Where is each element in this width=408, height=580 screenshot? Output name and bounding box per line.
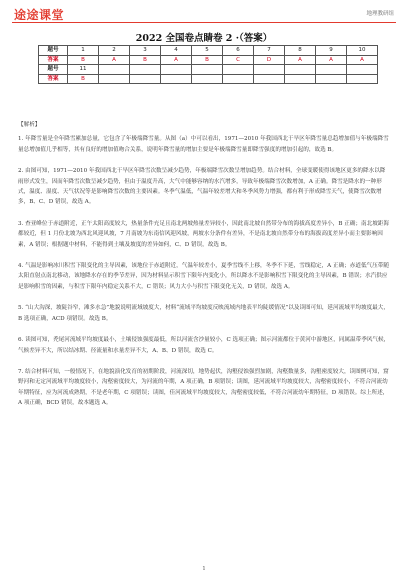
table-cell: A <box>285 55 316 65</box>
table-cell: A <box>347 55 378 65</box>
table-row <box>39 55 378 65</box>
table-cell <box>285 65 316 75</box>
table-cell <box>254 74 285 84</box>
table-cell <box>347 74 378 84</box>
table-cell <box>223 74 254 84</box>
answer-table <box>38 45 378 84</box>
answer-paragraph-7: 7. 结合材料可知，一般情况下，在地貌演化发育的初期阶段，河流深切，地势起伏，沟壑侵蚀强烈加剧，沟壑数量多，沟壑密度较大，读图例可知，窟野河和无定河流域平均坡度较小，沟壑密度较大，为河流的年期，A 项正确，B 项错误；读图，延河流域平均坡度较大，沟壑密度较小，不符合河流幼年期特征，应为河流成熟期，不是老年期，C 项错误；读图，佳河流域平均坡度较大，沟壑密度较低，不符合河流幼年期特征，D 项错误。综上所述，A 项正确，BCD 错误，故本题选 A。 <box>18 368 389 407</box>
row-label: 题号 <box>39 65 68 75</box>
answer-paragraph-6: 6. 读图可知，秃尾河流域平均坡度最小，土壤侵蚀强度最低，所以河流含沙量较小，C 选项正确；图示河流都位于黄河中游地区，同属温带季风气候，气候差异不大，所以结冰期、径流量和水量差异不大，A、B、D 错误，故选 C。 <box>18 337 390 354</box>
table-cell: 3 <box>130 46 161 56</box>
row-label: 题号 <box>39 46 68 56</box>
page-header <box>0 0 408 24</box>
table-cell: 8 <box>285 46 316 56</box>
table-cell: A <box>316 55 347 65</box>
table-cell: A <box>99 55 130 65</box>
table-cell <box>285 74 316 84</box>
table-cell: 1 <box>68 46 99 56</box>
table-cell <box>316 74 347 84</box>
table-cell: 4 <box>161 46 192 56</box>
table-cell <box>130 74 161 84</box>
table-cell: 5 <box>192 46 223 56</box>
table-cell <box>316 65 347 75</box>
table-row <box>39 65 378 75</box>
table-cell <box>99 74 130 84</box>
table-cell <box>130 65 161 75</box>
table-cell <box>223 65 254 75</box>
table-cell <box>254 65 285 75</box>
table-cell: 2 <box>99 46 130 56</box>
table-cell: 10 <box>347 46 378 56</box>
answer-paragraph-4: 4. 气温是影响冰川积雪下限变化的主导因素，该地位于赤道附近，气温年较差小，夏季雪线不上移，冬季不下延，雪线稳定，A 正确；赤道低气压带随太阳直射点南北移动，该地降水存在的季节差异，因为材料显示积雪下限年内变化小，所以降水不是影响积雪下限变化的主导因素，B 错误；水汽供应是影响积雪的因素，与积雪下限年内稳定关系不大，C 错误；风力大小与积雪下限变化无关，D 错误，故选 A。 <box>18 263 389 290</box>
table-cell <box>192 74 223 84</box>
row-label: 答案 <box>39 74 68 84</box>
answer-paragraph-5: 5. “山大沟深，坡陡谷窄，滩多水急”地貌说明流域坡度大，材料“流域平均坡度反映流域内地表平均陡缓情况”以及读图可知，延河流域平均坡度最大，B 选项正确，ACD 项错误。故选 B。 <box>18 305 389 322</box>
table-cell: 11 <box>68 65 99 75</box>
table-cell <box>99 65 130 75</box>
table-row <box>39 74 378 84</box>
answer-paragraph-1: 1. 年降雪量是全年降雪累加总量，它包含了年极端降雪量。从图（a）中可以看出，1971—2010 年我国西北干旱区年降雪量总趋增加值与年极端降雪量总增加值几乎相等，其有良好的增加值吻合关系，说明年降雪量的增加主要是年极端降雪量即降雪强度的增加引起的，故选 B。 <box>18 136 389 153</box>
table-cell <box>347 65 378 75</box>
header-department: 地理教研组 <box>366 11 394 17</box>
brand-logo: 途途课堂 <box>14 8 65 22</box>
analysis-content <box>18 120 390 420</box>
table-cell: B <box>68 55 99 65</box>
row-label: 答案 <box>39 55 68 65</box>
table-cell <box>192 65 223 75</box>
table-cell: B <box>192 55 223 65</box>
answer-paragraph-2: 2. 由图可知，1971—2010 年我国西北干旱区年降雪次数呈减少趋势，年极端降雪次数呈增加趋势。结合材料，全球变暖使得该地区更多的降水以降雨形式发生，因而年降雪次数呈减少趋势，但由于温度升高，大气中能够容纳的水汽增多，导致年极端降雪次数增加，A 正确。降雪是降水的一种形式，温度、湿度、天气状况等是影响降雪次数的主要因素。冬季气温低，气温年较差增大和冬季风势力增强，都有利于形成降雪天气，使降雪次数增多，B、C、D 错误，故选 A。 <box>18 168 386 206</box>
table-cell: C <box>223 55 254 65</box>
table-row <box>39 46 378 56</box>
table-cell: D <box>254 55 285 65</box>
header-divider <box>12 22 396 23</box>
answer-paragraph-3: 3. 查亚峰位于赤道附近，正午太阳高度较大，热量条件充足且南北两坡热量差异较小，因此南北坡自然带分布的海拔高度差异小，B 正确；南北坡距海都较近，但 1 月份北坡为西北风迎风坡，7 月南坡为东南信风迎风坡，两坡水分条件有差异，不是南北坡自然带分布的海拔高度差异小而主要影响因素，A 错误；根据题中材料，不能得到土壤及坡度的差异如何，C、D 错误，故选 B。 <box>18 220 390 248</box>
table-cell: 9 <box>316 46 347 56</box>
table-cell <box>161 74 192 84</box>
table-cell: B <box>130 55 161 65</box>
table-cell: A <box>161 55 192 65</box>
table-cell: B <box>68 74 99 84</box>
section-tag: 【解析】 <box>18 122 41 128</box>
page-number: 1 <box>202 566 206 572</box>
table-cell <box>161 65 192 75</box>
table-cell: 6 <box>223 46 254 56</box>
table-cell: 7 <box>254 46 285 56</box>
page-title: 2022 全国卷点睛卷 2 ·（答案） <box>135 33 273 44</box>
